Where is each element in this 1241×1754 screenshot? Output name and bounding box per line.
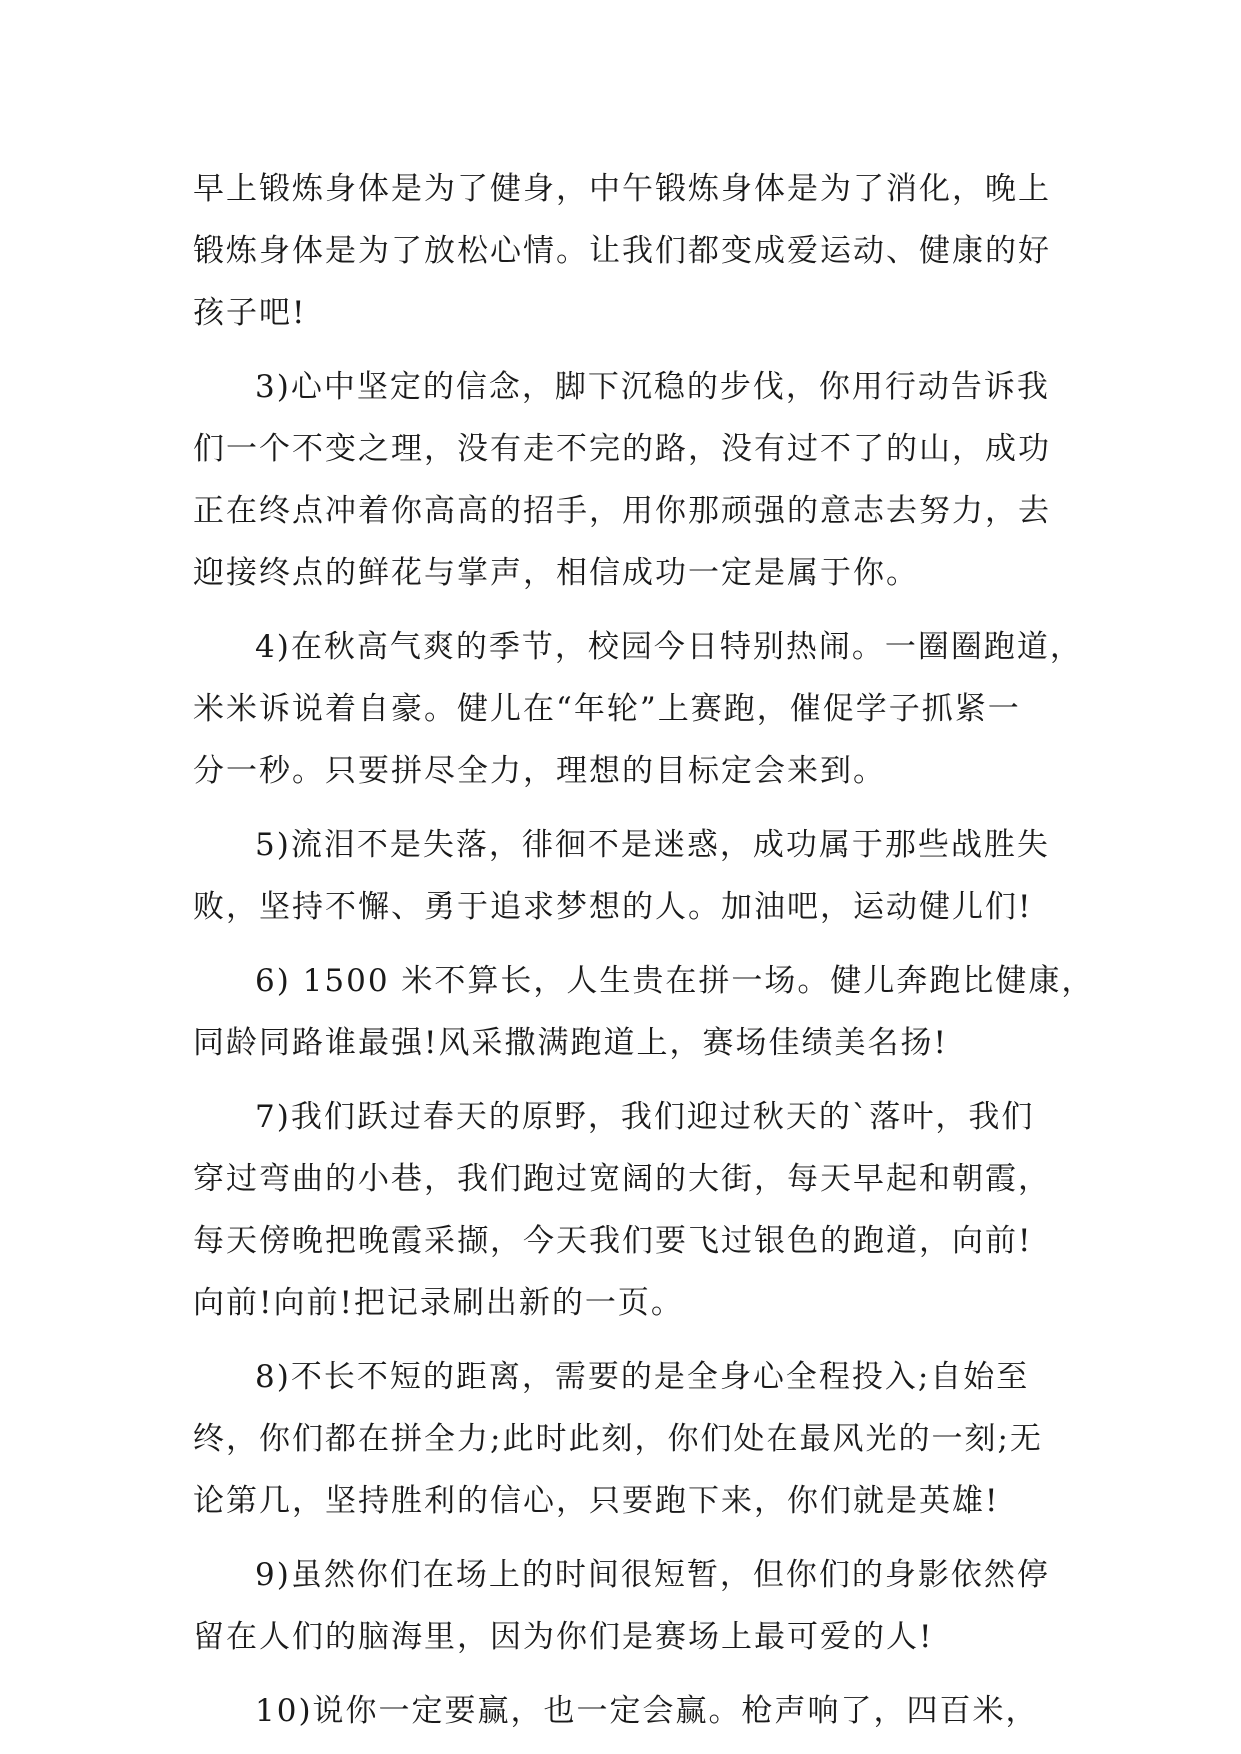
text-line: 早上锻炼身体是为了健身，中午锻炼身体是为了消化，晚上 <box>193 171 1051 207</box>
text-line: 论第几，坚持胜利的信心，只要跑下来，你们就是英雄! <box>193 1483 1000 1519</box>
text-line: 4)在秋高气爽的季节，校园今日特别热闹。一圈圈跑道， <box>255 629 1083 665</box>
text-line: 9)虽然你们在场上的时间很短暂，但你们的身影依然停 <box>255 1557 1050 1593</box>
text-line: 7)我们跃过春天的原野，我们迎过秋天的`落叶，我们 <box>255 1099 1035 1135</box>
text-line: 10)说你一定要赢，也一定会赢。枪声响了，四百米， <box>255 1693 1039 1729</box>
paragraph <box>193 1086 1055 1334</box>
text-line: 5)流泪不是失落，徘徊不是迷惑，成功属于那些战胜失 <box>255 827 1050 863</box>
text-line: 迎接终点的鲜花与掌声，相信成功一定是属于你。 <box>193 555 919 591</box>
text-line: 同龄同路谁最强!风采撒满跑道上，赛场佳绩美名扬! <box>193 1025 948 1061</box>
paragraph <box>193 616 1083 802</box>
paragraph <box>193 356 1055 604</box>
text-line: 向前!向前!把记录刷出新的一页。 <box>193 1285 684 1321</box>
paragraph <box>193 1680 1055 1742</box>
text-line: 锻炼身体是为了放松心情。让我们都变成爱运动、健康的好 <box>193 233 1051 269</box>
text-line: 孩子吧! <box>193 295 307 331</box>
text-line: 每天傍晚把晚霞采撷，今天我们要飞过银色的跑道，向前! <box>193 1223 1033 1259</box>
document-body <box>193 158 1095 1742</box>
paragraph <box>193 1346 1055 1532</box>
paragraph <box>193 158 1055 344</box>
text-line: 正在终点冲着你高高的招手，用你那顽强的意志去努力，去 <box>193 493 1051 529</box>
text-line: 败，坚持不懈、勇于追求梦想的人。加油吧，运动健儿们! <box>193 889 1033 925</box>
paragraph <box>193 1544 1055 1668</box>
text-line: 穿过弯曲的小巷，我们跑过宽阔的大街，每天早起和朝霞， <box>193 1161 1051 1197</box>
paragraph <box>193 814 1055 938</box>
text-line: 6) 1500 米不算长，人生贵在拼一场。健儿奔跑比健康， <box>255 963 1095 999</box>
text-line: 3)心中坚定的信念，脚下沉稳的步伐，你用行动告诉我 <box>255 369 1050 405</box>
text-line: 终，你们都在拼全力;此时此刻，你们处在最风光的一刻;无 <box>193 1421 1043 1457</box>
text-line: 分一秒。只要拼尽全力，理想的目标定会来到。 <box>193 753 886 789</box>
text-line: 留在人们的脑海里，因为你们是赛场上最可爱的人! <box>193 1619 934 1655</box>
text-line: 8)不长不短的距离，需要的是全身心全程投入;自始至 <box>255 1359 1030 1395</box>
text-line: 米米诉说着自豪。健儿在“年轮”上赛跑，催促学子抓紧一 <box>193 691 1021 727</box>
paragraph <box>193 950 1095 1074</box>
text-line: 们一个不变之理，没有走不完的路，没有过不了的山，成功 <box>193 431 1051 467</box>
